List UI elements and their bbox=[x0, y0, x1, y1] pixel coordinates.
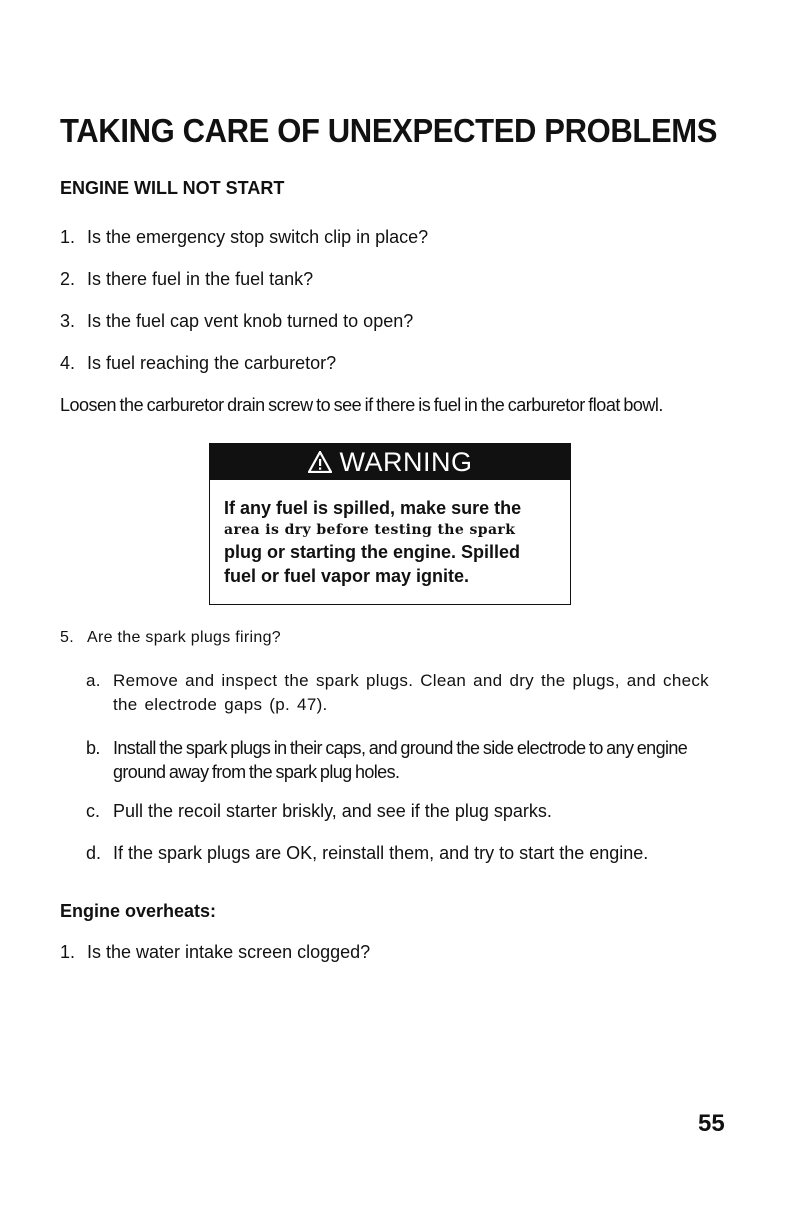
warning-text bbox=[210, 480, 570, 588]
sub-item-letter: c. bbox=[86, 801, 101, 821]
list-item bbox=[60, 351, 336, 375]
list-item-number: 1. bbox=[60, 227, 76, 247]
sub-item bbox=[86, 736, 730, 784]
list-item-text: Is fuel reaching the carburetor? bbox=[87, 353, 337, 373]
warning-line: If any fuel is spilled, make sure the bbox=[224, 498, 522, 518]
list-item bbox=[60, 309, 413, 333]
sub-item bbox=[86, 799, 730, 823]
sub-item-letter: b. bbox=[86, 738, 100, 758]
list-item bbox=[60, 940, 370, 964]
warning-line: plug or starting the engine. Spilled bbox=[224, 542, 521, 562]
list-item-text: Are the spark plugs firing? bbox=[87, 629, 281, 646]
list-item-text: Is the emergency stop switch clip in place? bbox=[87, 227, 429, 247]
list-item-text: Is there fuel in the fuel tank? bbox=[87, 269, 314, 289]
carburetor-paragraph: Loosen the carburetor drain screw to see if there is fuel in the carburetor float bowl. bbox=[60, 395, 663, 415]
list-item-number: 1. bbox=[60, 942, 76, 962]
warning-box bbox=[209, 443, 571, 605]
sub-item bbox=[86, 669, 730, 717]
list-item bbox=[60, 225, 428, 249]
sub-item bbox=[86, 841, 730, 865]
sub-item-text: If the spark plugs are OK, reinstall them, and try to start the engine. bbox=[113, 843, 649, 863]
list-item-number: 3. bbox=[60, 311, 76, 331]
sub-item-text: Install the spark plugs in their caps, and ground the side electrode to any engine ground away from the spark plug holes. bbox=[113, 738, 688, 782]
page-number: 55 bbox=[698, 1110, 725, 1137]
warning-label: WARNING bbox=[339, 446, 473, 477]
list-item-number: 4. bbox=[60, 353, 76, 373]
warning-line: fuel or fuel vapor may ignite. bbox=[224, 566, 470, 586]
warning-header bbox=[210, 444, 570, 480]
page-title: TAKING CARE OF UNEXPECTED PROBLEMS bbox=[60, 112, 718, 149]
list-item-number: 2. bbox=[60, 269, 76, 289]
sub-item-letter: a. bbox=[86, 671, 101, 690]
warning-line: area is dry before testing the spark bbox=[224, 522, 516, 538]
list-item-number: 5. bbox=[60, 629, 74, 646]
sub-item-text: Pull the recoil starter briskly, and see if the plug sparks. bbox=[113, 801, 552, 821]
list-item-text: Is the fuel cap vent knob turned to open? bbox=[87, 311, 414, 331]
list-item bbox=[60, 267, 313, 291]
sub-item-text: Remove and inspect the spark plugs. Clean and dry the plugs, and check the electrode gaps (p. 47). bbox=[113, 671, 709, 714]
list-item bbox=[60, 626, 281, 650]
section-heading-engine-will-not-start: ENGINE WILL NOT START bbox=[60, 178, 285, 198]
section-heading-engine-overheats: Engine overheats: bbox=[60, 901, 217, 921]
warning-triangle-icon bbox=[308, 451, 332, 473]
sub-item-letter: d. bbox=[86, 843, 102, 863]
list-item-text: Is the water intake screen clogged? bbox=[87, 942, 371, 962]
